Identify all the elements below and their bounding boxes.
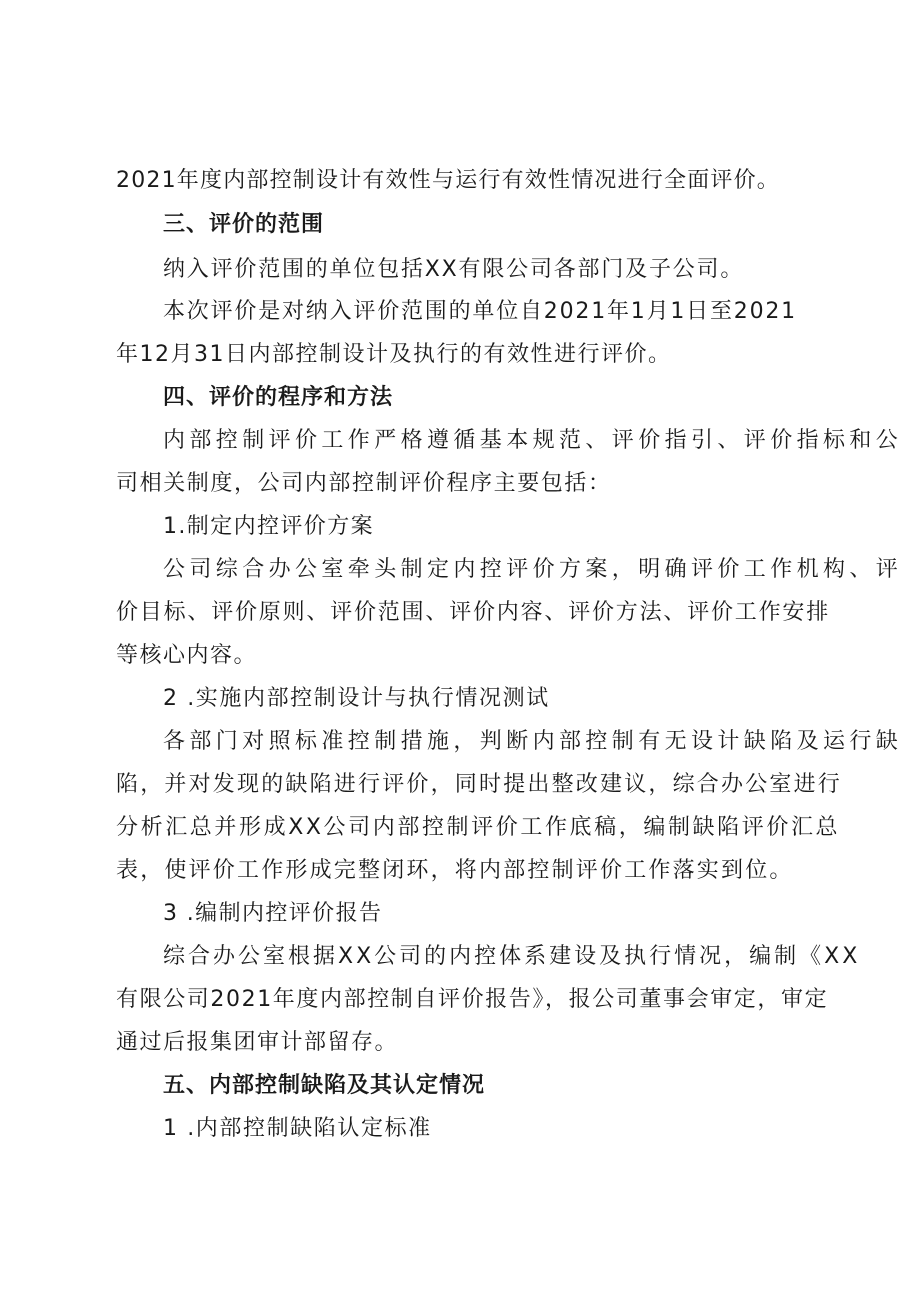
paragraph-line: 年12月31日内部控制设计及执行的有效性进行评价。 [116, 342, 672, 367]
paragraph-line: 等核心内容。 [116, 643, 258, 668]
paragraph-line: 综合办公室根据XX公司的内控体系建设及执行情况，编制《XX [163, 944, 861, 969]
paragraph-line: 分析汇总并形成XX公司内部控制评价工作底稿，编制缺陷评价汇总 [116, 815, 841, 840]
paragraph-line: 纳入评价范围的单位包括XX有限公司各部门及子公司。 [163, 257, 745, 282]
paragraph-line: 表，使评价工作形成完整闭环，将内部控制评价工作落实到位。 [116, 858, 794, 883]
section-heading-deficiencies: 五、内部控制缺陷及其认定情况 [163, 1073, 486, 1098]
paragraph-line: 本次评价是对纳入评价范围的单位自2021年1月1日至2021 [163, 299, 797, 324]
section-heading-procedure: 四、评价的程序和方法 [163, 385, 394, 410]
subheading-line: 1.制定内控评价方案 [163, 514, 374, 539]
subheading-line: 3 .编制内控评价报告 [163, 901, 383, 926]
paragraph-line: 公司综合办公室牵头制定内控评价方案，明确评价工作机构、评 [163, 557, 903, 582]
paragraph-line: 通过后报集团审计部留存。 [116, 1030, 399, 1055]
paragraph-line: 内部控制评价工作严格遵循基本规范、评价指引、评价指标和公 [163, 428, 903, 453]
paragraph-line: 价目标、评价原则、评价范围、评价内容、评价方法、评价工作安排 [116, 600, 831, 625]
paragraph-line: 2021年度内部控制设计有效性与运行有效性情况进行全面评价。 [116, 168, 780, 193]
subheading-line: 1 .内部控制缺陷认定标准 [163, 1116, 432, 1141]
subheading-line: 2 .实施内部控制设计与执行情况测试 [163, 686, 550, 711]
paragraph-line: 陷，并对发现的缺陷进行评价，同时提出整改建议，综合办公室进行 [116, 772, 843, 797]
paragraph-line: 有限公司2021年度内部控制自评价报告》，报公司董事会审定，审定 [116, 987, 829, 1012]
section-heading-scope: 三、评价的范围 [163, 212, 325, 237]
paragraph-line: 各部门对照标准控制措施，判断内部控制有无设计缺陷及运行缺 [163, 729, 903, 754]
paragraph-line: 司相关制度，公司内部控制评价程序主要包括： [116, 471, 612, 496]
